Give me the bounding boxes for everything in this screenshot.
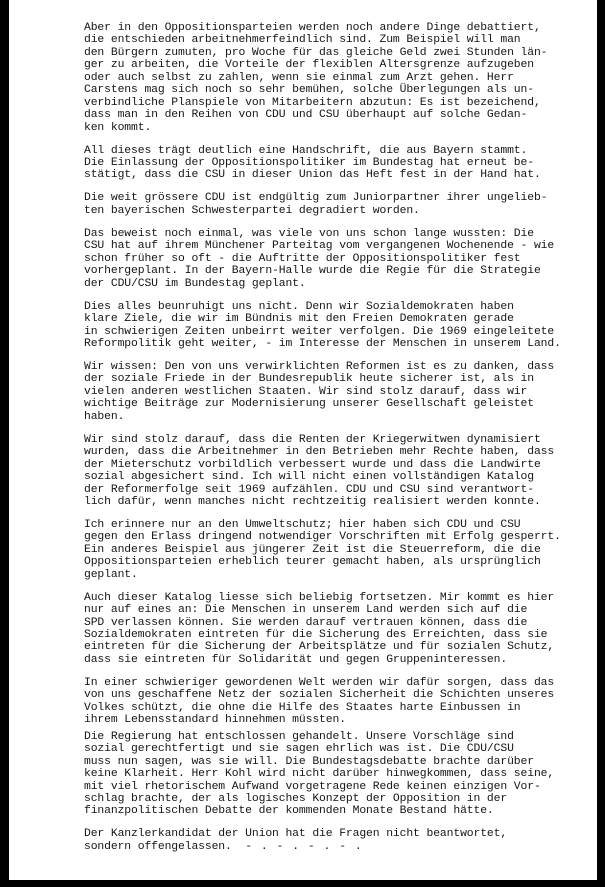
paragraph	[84, 592, 604, 667]
text-line: Der Kanzlerkandidat der Union hat die Fragen nicht beantwortet,	[84, 828, 508, 841]
text-line: keine Klarheit. Herr Kohl wird nicht darüber hinwegkommen, dass seine,	[84, 768, 555, 781]
text-line: In einer schwieriger gewordenen Welt werden wir dafür sorgen, dass das	[84, 676, 555, 689]
text-line: Wir wissen: Den von uns verwirklichten Reformen ist es zu danken, dass	[84, 360, 555, 373]
text-line: haben.	[84, 410, 125, 423]
paragraph	[84, 22, 604, 134]
text-line: die entschieden arbeitnehmerfeindlich sind. Zum Beispiel will man	[84, 34, 521, 47]
text-line: ihrem Lebensstandard hinnehmen müssten.	[84, 714, 346, 727]
text-line: Wir sind stolz darauf, dass die Renten der Kriegerwitwen dynamisiert	[84, 433, 541, 446]
text-line: Volkes schützt, die ohne die Hilfe des Staates harte Einbussen in	[84, 701, 521, 714]
text-line: in schwierigen Zeiten unbeirrt weiter verfolgen. Die 1969 eingeleitete	[84, 325, 555, 338]
text-line: Reformpolitik geht weiter, - im Interesse der Menschen in unserem Land.	[84, 337, 561, 350]
text-line: ten bayerischen Schwesterpartei degradiert worden.	[84, 204, 420, 217]
text-line: dass man in den Reihen von CDU und CSU überhaupt auf solche Gedan-	[84, 109, 528, 122]
text-line: ken kommt.	[84, 121, 152, 134]
text-line: stätigt, dass die CSU in dieser Union das Heft fest in der Hand hat.	[84, 169, 541, 182]
text-line: dass sie eintreten für Solidarität und gegen Gruppeninteressen.	[84, 653, 508, 666]
text-line: Aber in den Oppositionsparteien werden noch andere Dinge debattiert,	[84, 22, 541, 34]
text-line: sozial abgesichert sind. Ich will nicht einen vollständigen Katalog	[84, 471, 534, 484]
paragraph	[84, 677, 604, 727]
text-line: lich dafür, wenn manches nicht rechtzeitig realisiert werden konnte.	[84, 495, 541, 508]
text-line: gegen den Erlass dringend notwendiger Vorschriften mit Erfolg gesperrt.	[84, 531, 561, 544]
text-line: Ein anderes Beispiel aus jüngerer Zeit ist die Steuerreform, die die	[84, 543, 541, 556]
text-line: sozial gerechtfertigt und sie sagen ehrlich was ist. Die CDU/CSU	[84, 743, 514, 756]
paragraph	[84, 228, 604, 290]
text-line: eintreten für die Sicherung der Arbeitsplätze und für sozialen Schutz,	[84, 641, 555, 654]
text-line: Ich erinnere nur an den Umweltschutz; hier haben sich CDU und CSU	[84, 518, 521, 531]
text-line: Die Regierung hat entschlossen gehandelt. Unsere Vorschläge sind	[84, 730, 514, 743]
text-line: Oppositionsparteien erheblich teurer gemacht haben, als ursprünglich	[84, 556, 541, 569]
text-line: klare Ziele, die wir im Bündnis mit den Freien Demokraten gerade	[84, 313, 514, 326]
text-line: der CDU/CSU im Bundestag geplant.	[84, 277, 306, 290]
text-line: der Mieterschutz vorbildlich verbessert wurde und dass die Landwirte	[84, 458, 541, 471]
text-line: vorhergeplant. In der Bayern-Halle wurde die Regie für die Strategie	[84, 265, 541, 278]
paragraph	[84, 361, 604, 423]
text-line: All dieses trägt deutlich eine Handschrift, die aus Bayern stammt.	[84, 144, 528, 157]
text-line: Die Einlassung der Oppositionspolitiker im Bundestag hat erneut be-	[84, 157, 534, 170]
text-line: finanzpolitischen Debatte der kommenden Monate Bestand hätte.	[84, 805, 494, 818]
text-line: geplant.	[84, 568, 138, 581]
text-line: nur auf eines an: Die Menschen in unserem Land werden sich auf die	[84, 604, 528, 617]
text-line: von uns geschaffene Netz der sozialen Sicherheit die Schichten unseres	[84, 689, 555, 702]
text-line: oder auch selbst zu zahlen, wenn sie einmal zum Arzt gehen. Herr	[84, 71, 514, 84]
end-mark: - . - . - . - .	[245, 840, 363, 853]
paragraph	[84, 434, 604, 509]
text-line: schlag brachte, der als logisches Konzept der Opposition in der	[84, 792, 508, 805]
text-line: Dies alles beunruhigt uns nicht. Denn wir Sozialdemokraten haben	[84, 300, 514, 313]
text-line: ger zu arbeiten, die Vorteile der flexiblen Altersgrenze aufzugeben	[84, 59, 534, 72]
text-line: der Reformerfolge seit 1969 aufzählen. CDU und CSU sind verantwort-	[84, 483, 534, 496]
text-line: verbindliche Planspiele von Mitarbeitern abzutun: Es ist bezeichend,	[84, 96, 541, 109]
document-body	[84, 22, 604, 864]
text-line: CSU hat auf ihrem Münchener Parteitag vom vergangenen Wochenende - wie	[84, 240, 555, 253]
paragraph	[84, 192, 604, 217]
paragraph	[84, 731, 604, 818]
text-line: Sozialdemokraten eintreten für die Sicherung des Erreichten, dass sie	[84, 629, 548, 642]
last-line	[84, 841, 604, 853]
text-line: Die weit grössere CDU ist endgültig zum Juniorpartner ihrer ungelieb-	[84, 192, 548, 205]
text-line: Das beweist noch einmal, was viele von uns schon lange wussten: Die	[84, 227, 534, 240]
text-line: der soziale Friede in der Bundesrepublik heute sicherer ist, als in	[84, 373, 534, 386]
scan-border-bottom	[0, 880, 605, 887]
text-line: SPD verlassen können. Sie werden darauf vertrauen können, dass die	[84, 616, 528, 629]
scan-border-left	[0, 0, 9, 887]
text-line: den Bürgern zumuten, pro Woche für das gleiche Geld zwei Stunden län-	[84, 46, 548, 59]
text-line: wichtige Beiträge zur Modernisierung unserer Gesellschaft geleistet	[84, 398, 534, 411]
text-line: Carstens mag sich noch so sehr bemühen, solche Überlegungen als un-	[84, 84, 534, 97]
paragraph	[84, 828, 604, 853]
text-line: muss nun sagen, was sie will. Die Bundestagsdebatte brachte darüber	[84, 755, 534, 768]
text-line: sondern offengelassen.	[84, 840, 232, 853]
text-line: Auch dieser Katalog liesse sich beliebig fortsetzen. Mir kommt es hier	[84, 591, 555, 604]
paragraph	[84, 145, 604, 182]
paragraph	[84, 301, 604, 351]
text-line: vielen anderen westlichen Staaten. Wir sind stolz darauf, dass wir	[84, 385, 528, 398]
text-line: schon früher so oft - die Auftritte der Oppositionspolitiker fest	[84, 252, 521, 265]
text-line: wurden, dass die Arbeitnehmer in den Betrieben mehr Rechte haben, dass	[84, 446, 555, 459]
text-line: mit viel rhetorischem Aufwand vorgetragene Rede keinen einzigen Vor-	[84, 780, 541, 793]
paragraph	[84, 519, 604, 581]
